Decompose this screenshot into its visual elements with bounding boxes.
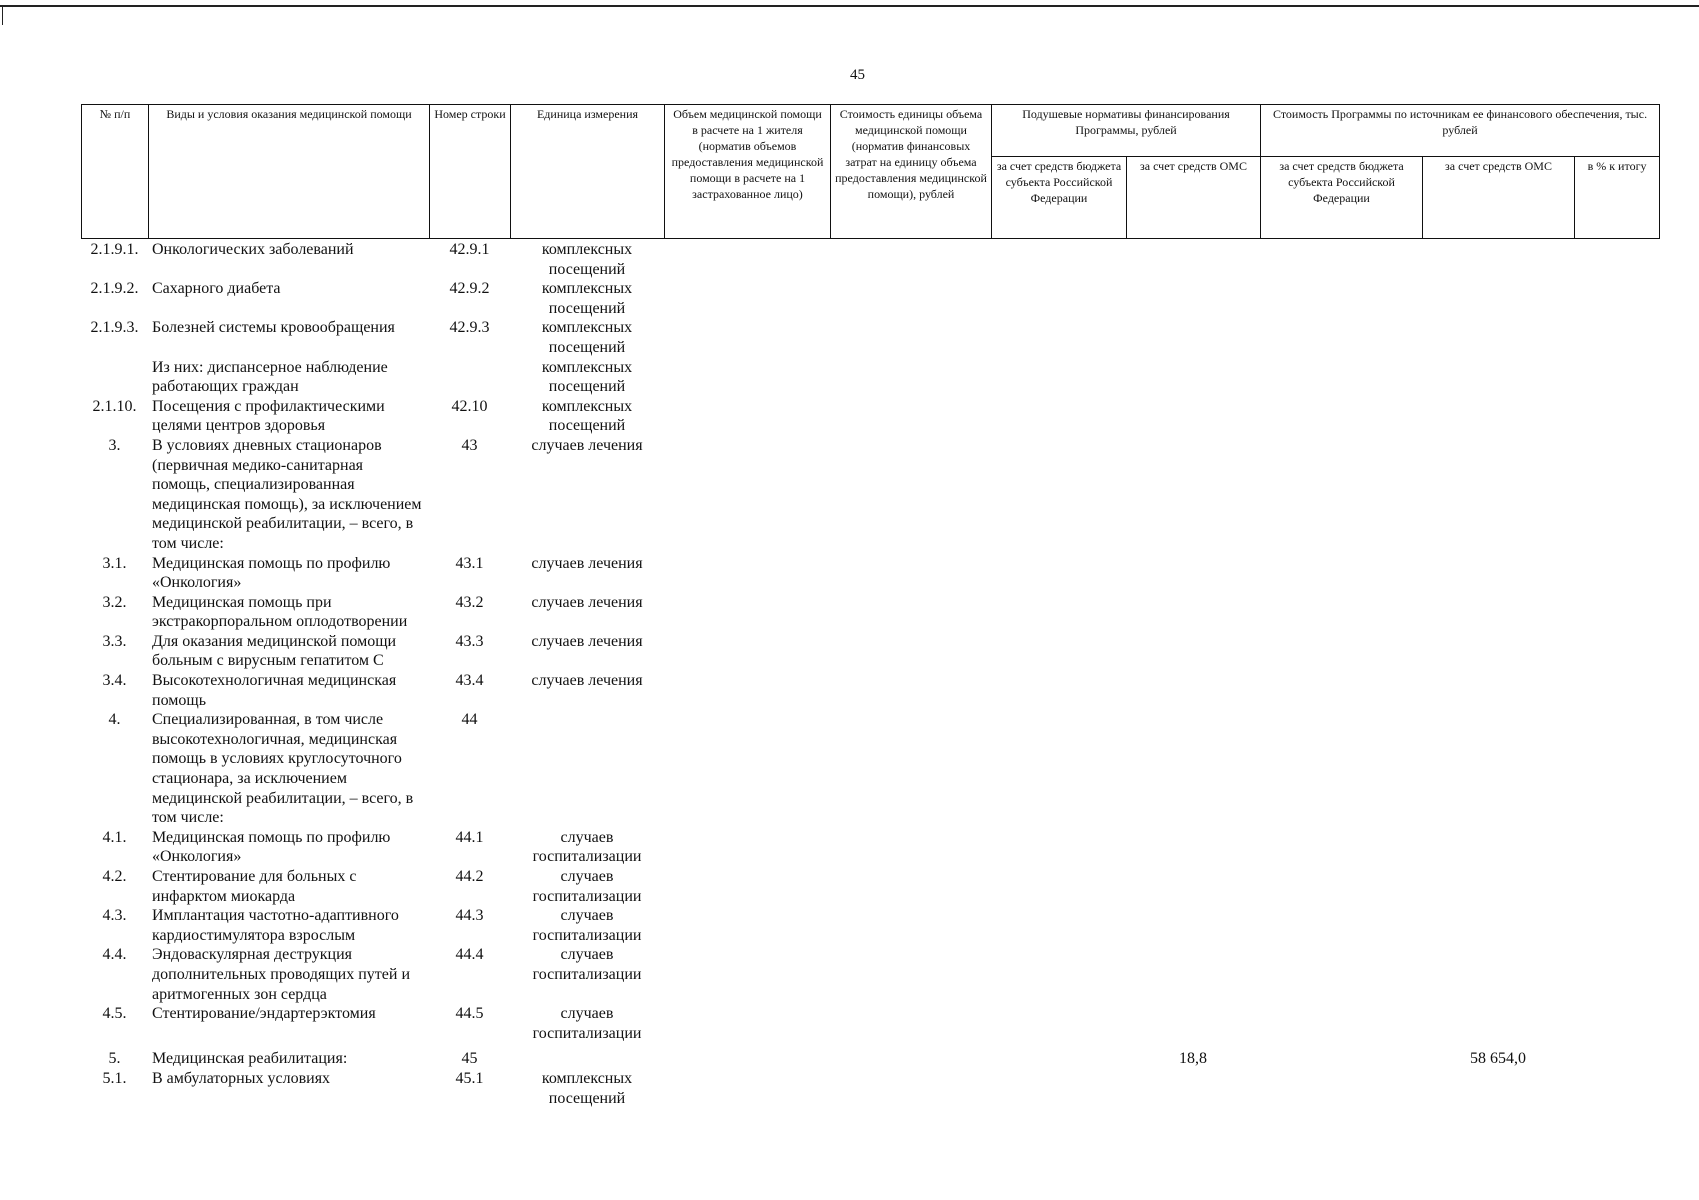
row-name: В амбулаторных условиях	[152, 1069, 331, 1087]
scan-top-border	[0, 5, 1699, 7]
header-sub-budget-cost: за счет средств бюджета субъекта Российской Федерации	[1261, 157, 1423, 239]
header-sub-percent: в % к итогу	[1575, 157, 1660, 239]
row-norm-oms	[1126, 828, 1260, 867]
row-line: 42.9.1	[449, 241, 490, 258]
row-name: Стентирование для больных с инфарктом миокарда	[152, 868, 357, 905]
row-cost-oms: 58 654,0	[1470, 1050, 1526, 1068]
row-name: Для оказания медицинской помощи больным с вирусным гепатитом С	[152, 632, 397, 670]
row-cost-oms	[1422, 710, 1574, 828]
table-row	[81, 318, 1659, 357]
header-group-cost: Стоимость Программы по источникам ее финансового обеспечения, тыс. рублей	[1261, 105, 1660, 157]
table-row	[81, 554, 1659, 593]
row-norm-oms	[1126, 397, 1260, 436]
row-name: Медицинская помощь по профилю «Онкология»	[152, 828, 391, 866]
row-cost-oms	[1422, 867, 1574, 906]
header-group-norms: Подушевые нормативы финансирования Программы, рублей	[992, 105, 1261, 157]
row-cost-oms	[1422, 397, 1574, 436]
row-line: 44.2	[455, 868, 484, 885]
header-sub-oms-cost: за счет средств ОМС	[1423, 157, 1575, 239]
row-line: 43.3	[455, 632, 484, 650]
row-line: 42.9.3	[449, 319, 490, 337]
row-number: 2.1.9.3.	[90, 319, 139, 337]
row-norm-oms	[1126, 554, 1260, 593]
table-row	[81, 397, 1659, 436]
row-unit: комплексных посещений	[541, 397, 633, 435]
row-unit: случаев госпитализации	[532, 1005, 642, 1042]
table-row	[81, 593, 1659, 632]
row-norm-oms	[1126, 240, 1260, 279]
row-number: 2.1.10.	[92, 397, 137, 415]
row-number: 5.1.	[102, 1069, 127, 1087]
row-number: 4.1.	[102, 828, 127, 846]
header-col-cost: Стоимость единицы объема медицинской помощи (норматив финансовых затрат на единицу объема предоставления медицинской помощи), рублей	[831, 105, 992, 239]
row-name: Болезней системы кровообращения	[152, 319, 395, 337]
header-col-unit: Единица измерения	[511, 105, 665, 239]
row-cost-oms	[1422, 1004, 1574, 1043]
row-name: Из них: диспансерное наблюдение работающих граждан	[152, 358, 388, 396]
row-line: 44.4	[455, 946, 484, 964]
header-col-volume: Объем медицинской помощи в расчете на 1 жителя (норматив объемов предоставления медицинской помощи в расчете на 1 застрахованное лицо)	[665, 105, 831, 239]
row-line: 45	[461, 1050, 478, 1068]
table-row	[81, 1069, 1659, 1108]
row-name: Эндоваскулярная деструкция дополнительных проводящих путей и аритмогенных зон сердца	[152, 946, 410, 1003]
row-number: 3.1.	[102, 554, 127, 572]
scan-left-border	[2, 5, 3, 25]
row-unit: комплексных посещений	[541, 280, 633, 317]
table-body	[81, 240, 1659, 1108]
row-line: 43	[461, 436, 478, 454]
row-cost-oms	[1422, 671, 1574, 710]
table-row	[81, 279, 1659, 318]
row-name: В условиях дневных стационаров (первичная медико-санитарная помощь, специализированная медицинская помощь), за исключением медицинской реабилитации, – всего, в том числе:	[152, 436, 422, 552]
row-cost-oms	[1422, 828, 1574, 867]
row-unit: случаев лечения	[531, 436, 643, 454]
row-unit: случаев лечения	[531, 554, 643, 572]
row-norm-oms: 18,8	[1179, 1050, 1207, 1068]
row-cost-oms	[1422, 1069, 1574, 1108]
row-line: 45.1	[455, 1069, 484, 1087]
row-line: 44.5	[455, 1005, 484, 1023]
row-name: Онкологических заболеваний	[152, 241, 354, 258]
table-row	[81, 358, 1659, 397]
row-unit: случаев лечения	[531, 593, 643, 611]
row-cost-oms	[1422, 318, 1574, 357]
row-cost-oms	[1422, 906, 1574, 945]
row-name: Сахарного диабета	[152, 280, 281, 298]
row-line: 44	[461, 711, 478, 729]
table-row	[81, 867, 1659, 906]
row-unit: случаев лечения	[531, 632, 643, 650]
row-norm-oms	[1126, 318, 1260, 357]
row-line: 43.4	[455, 672, 484, 690]
row-unit: случаев госпитализации	[532, 907, 642, 944]
row-name: Стентирование/эндартерэктомия	[152, 1005, 376, 1023]
row-number: 2.1.9.2.	[90, 280, 139, 298]
header-sub-oms-norm: за счет средств ОМС	[1127, 157, 1261, 239]
row-unit	[510, 710, 664, 828]
row-unit: комплексных посещений	[541, 319, 633, 356]
row-number: 3.4.	[102, 672, 127, 690]
row-line: 44.1	[455, 828, 484, 846]
row-cost-oms	[1422, 554, 1574, 593]
row-norm-oms	[1126, 279, 1260, 318]
row-norm-oms	[1126, 867, 1260, 906]
row-norm-oms	[1126, 436, 1260, 554]
row-name: Имплантация частотно-адаптивного кардиостимулятора взрослым	[152, 907, 399, 944]
row-line: 42.9.2	[449, 280, 490, 298]
row-norm-oms	[1126, 593, 1260, 632]
row-cost-oms	[1422, 436, 1574, 554]
row-line	[429, 358, 510, 397]
row-number	[81, 358, 148, 397]
row-name: Посещения с профилактическими целями центров здоровья	[152, 397, 385, 435]
row-number: 4.3.	[102, 907, 127, 925]
row-norm-oms	[1126, 710, 1260, 828]
row-norm-oms	[1126, 671, 1260, 710]
table-row	[81, 828, 1659, 867]
row-number: 2.1.9.1.	[90, 241, 139, 258]
table-rows	[81, 240, 1659, 1108]
row-norm-oms	[1126, 358, 1260, 397]
page-number: 45	[850, 67, 865, 83]
row-unit: комплексных посещений	[541, 358, 633, 396]
table-row	[81, 671, 1659, 710]
row-number: 4.5.	[102, 1005, 127, 1023]
row-name: Медицинская реабилитация:	[152, 1050, 348, 1068]
row-unit	[510, 1043, 664, 1069]
row-name: Высокотехнологичная медицинская помощь	[152, 672, 397, 709]
row-name: Медицинская помощь по профилю «Онкология»	[152, 554, 391, 592]
table-row	[81, 710, 1659, 828]
row-number: 5.	[108, 1050, 121, 1068]
row-unit: случаев госпитализации	[532, 868, 642, 905]
table-row	[81, 632, 1659, 671]
row-norm-oms	[1126, 906, 1260, 945]
row-line: 44.3	[455, 907, 484, 925]
table-row	[81, 240, 1659, 279]
row-unit: случаев госпитализации	[532, 828, 642, 866]
row-number: 4.	[108, 711, 121, 729]
row-name: Специализированная, в том числе высокотехнологичная, медицинская помощь в условиях круглосуточного стационара, за исключением медицинской реабилитации, – всего, в том числе:	[152, 711, 414, 827]
row-number: 3.2.	[102, 593, 127, 611]
row-unit: случаев госпитализации	[532, 946, 642, 983]
header-col-line: Номер строки	[430, 105, 511, 239]
row-cost-oms	[1422, 279, 1574, 318]
row-cost-oms	[1422, 593, 1574, 632]
row-line: 43.1	[455, 554, 484, 572]
row-cost-oms	[1422, 358, 1574, 397]
header-col-number: № п/п	[82, 105, 149, 239]
table-header	[81, 104, 1660, 239]
table-row	[81, 436, 1659, 554]
header-col-type: Виды и условия оказания медицинской помощи	[149, 105, 430, 239]
header-sub-budget-norm: за счет средств бюджета субъекта Российской Федерации	[992, 157, 1127, 239]
row-cost-oms	[1422, 240, 1574, 279]
table-row	[81, 945, 1659, 1004]
row-norm-oms	[1126, 1004, 1260, 1043]
row-number: 4.2.	[102, 868, 127, 885]
row-name: Медицинская помощь при экстракорпоральном оплодотворении	[152, 593, 408, 631]
row-norm-oms	[1126, 632, 1260, 671]
table-row	[81, 1043, 1659, 1069]
row-number: 4.4.	[102, 946, 127, 964]
row-number: 3.3.	[102, 632, 127, 650]
row-unit: комплексных посещений	[541, 1069, 633, 1107]
row-line: 43.2	[455, 593, 484, 611]
row-number: 3.	[108, 436, 121, 454]
table-row	[81, 1004, 1659, 1043]
table-row	[81, 906, 1659, 945]
row-norm-oms	[1126, 945, 1260, 1004]
row-norm-oms	[1126, 1069, 1260, 1108]
row-unit: случаев лечения	[531, 672, 643, 690]
row-cost-oms	[1422, 945, 1574, 1004]
row-cost-oms	[1422, 632, 1574, 671]
row-unit: комплексных посещений	[541, 241, 633, 278]
row-line: 42.10	[451, 397, 488, 415]
